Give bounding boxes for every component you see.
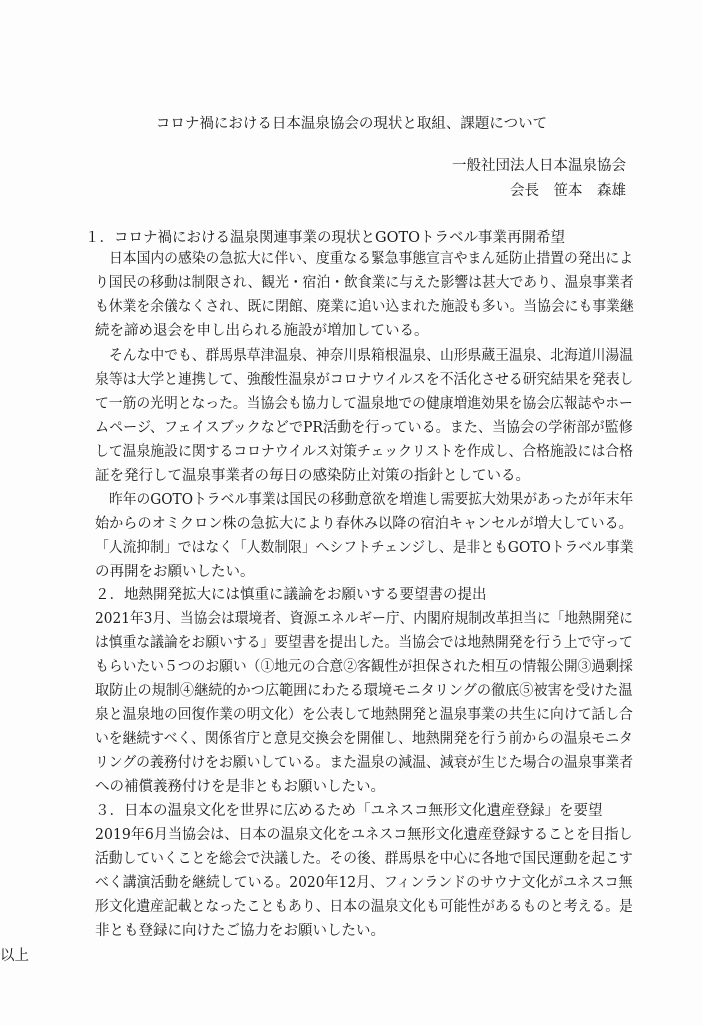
section-2-line: リングの義務付けをお願いしている。また温泉の減温、減衰が生じた場合の温泉事業者 — [95, 755, 634, 771]
section-3-line: 2019年6月当協会は、日本の温泉文化をユネスコ無形文化遺産登録することを目指し — [95, 827, 633, 843]
section-1-line: も休業を余儀なくされ、既に閉館、廃業に追い込まれた施設も多い。当協会にも事業継 — [95, 299, 634, 315]
section-1-line: 続を諦め退会を申し出られる施設が増加している。 — [95, 323, 429, 339]
section-1-heading: １．コロナ禍における温泉関連事業の現状とGOTOトラベル事業再開希望 — [85, 230, 566, 246]
section-1-line: ムページ、フェイスブックなどでPR活動を行っている。また、当協会の学術部が監修 — [95, 420, 633, 436]
organization-name: 一般社団法人日本温泉協会 — [452, 158, 626, 174]
author-name: 会長 笹本 森雄 — [510, 183, 626, 199]
section-1-line: 証を発行して温泉事業者の毎日の感染防止対策の指針としている。 — [95, 468, 530, 484]
section-3-heading: ３．日本の温泉文化を世界に広めるため「ユネスコ無形文化遺産登録」を要望 — [95, 803, 603, 819]
section-2-line: いを継続すべく、関係省庁と意見交換会を開催し、地熱開発を行う前からの温泉モニタ — [95, 731, 633, 747]
section-3-line: 活動していくことを総会で決議した。その後、群馬県を中心に各地で国民運動を起こす — [95, 851, 633, 867]
section-1-line: そんな中でも、群馬県草津温泉、神奈川県箱根温泉、山形県蔵王温泉、北海道川湯温 — [109, 348, 634, 364]
section-2-line: への補償義務付けを是非ともお願いしたい。 — [95, 779, 385, 795]
document-title: コロナ禍における日本温泉協会の現状と取組、課題について — [155, 116, 548, 132]
section-1-line: の再開をお願いしたい。 — [95, 564, 255, 580]
closing-mark: 以上 — [0, 948, 29, 964]
section-1-line: て一筋の光明となった。当協会も協力して温泉地での健康増進効果を協会広報誌やホー — [95, 396, 633, 412]
section-3-line: 形文化遺産記載となったこともあり、日本の温泉文化も可能性があるものと考える。是 — [95, 899, 633, 915]
section-1-line: 昨年のGOTOトラベル事業は国民の移動意欲を増進し需要拡大効果があったが年末年 — [109, 492, 634, 508]
section-1-line: 泉等は大学と連携して、強酸性温泉がコロナウイルスを不活化させる研究結果を発表し — [95, 372, 634, 388]
section-1-line: り国民の移動は制限され、観光・宿泊・飲食業に与えた影響は甚大であり、温泉事業者 — [95, 275, 634, 291]
section-1-line: 「人流抑制」ではなく「人数制限」へシフトチェンジし、是非ともGOTOトラベル事業 — [95, 540, 634, 556]
section-2-line: 2021年3月、当協会は環境者、資源エネルギー庁、内閣府規制改革担当に「地熱開発に — [95, 611, 634, 627]
section-1-line: して温泉施設に関するコロナウイルス対策チェックリストを作成し、合格施設には合格 — [95, 444, 633, 460]
section-2-line: もらいたい５つのお願い（①地元の合意②客観性が担保された相互の情報公開③過剰採 — [95, 659, 633, 675]
section-3-line: べく講演活動を継続している。2020年12月、フィンランドのサウナ文化がユネスコ無 — [95, 875, 633, 891]
section-2-line: 泉と温泉地の回復作業の明文化）を公表して地熱開発と温泉事業の共生に向けて話し合 — [95, 707, 633, 723]
section-2-line: は慎重な議論をお願いする」要望書を提出した。当協会では地熱開発を行う上で守って — [95, 635, 633, 651]
section-1-line: 日本国内の感染の急拡大に伴い、度重なる緊急事態宣言やまん延防止措置の発出によ — [109, 251, 634, 267]
section-3-line: 非とも登録に向けたご協力をお願いしたい。 — [95, 923, 385, 939]
section-2-line: 取防止の規制④継続的かつ広範囲にわたる環境モニタリングの徹底⑤被害を受けた温 — [95, 683, 633, 699]
section-1-line: 始からのオミクロン株の急拡大により春休み以降の宿泊キャンセルが増大している。 — [95, 516, 633, 532]
section-2-heading: ２．地熱開発拡大には慎重に議論をお願いする要望書の提出 — [95, 587, 487, 603]
